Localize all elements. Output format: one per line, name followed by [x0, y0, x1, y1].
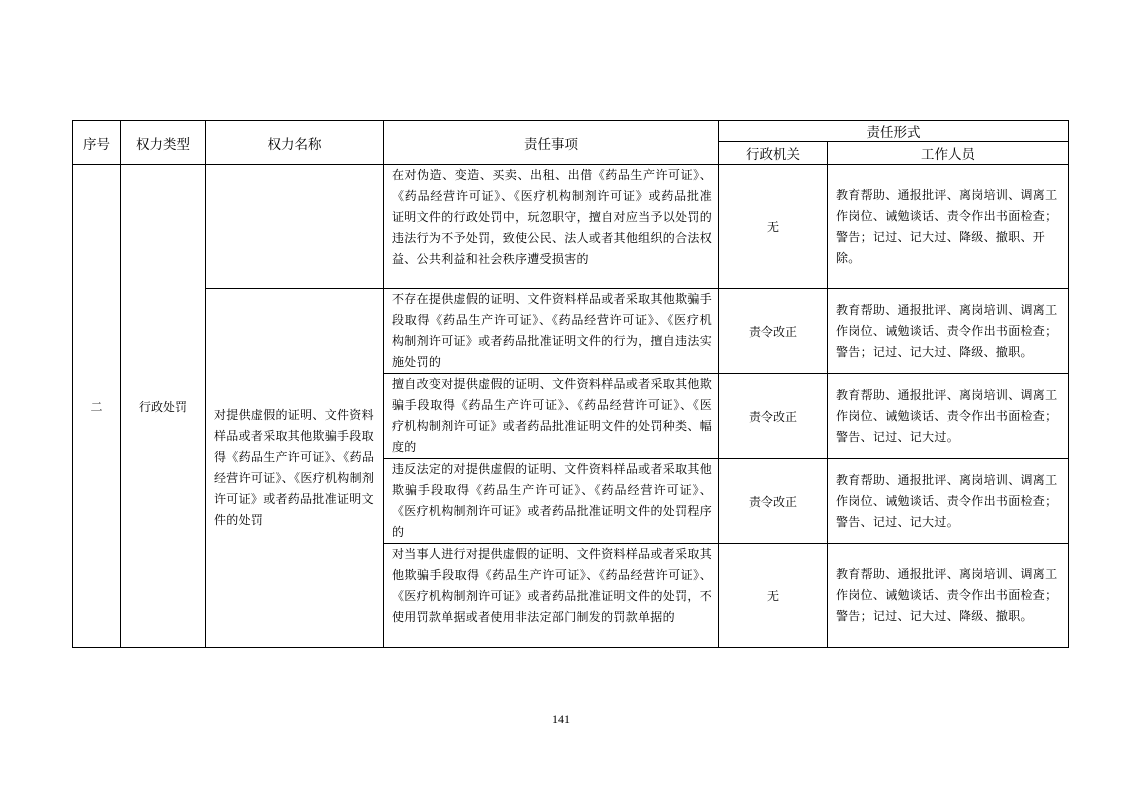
- duty-text: 不存在提供虚假的证明、文件资料样品或者采取其他欺骗手段取得《药品生产许可证》、《药品经营许可证》、《医疗机构制剂许可证》或者药品批准证明文件的行为，擅自违法实施处罚的: [384, 289, 719, 374]
- agency-value: 责令改正: [719, 374, 828, 459]
- group-power-name: 对提供虚假的证明、文件资料样品或者采取其他欺骗手段取得《药品生产许可证》、《药品经营许可证》、《医疗机构制剂许可证》或者药品批准证明文件的处罚: [206, 289, 384, 648]
- header-staff: 工作人员: [828, 142, 1069, 165]
- responsibility-table: [72, 120, 1069, 648]
- table-row: [73, 165, 1069, 289]
- duty-text: 在对伪造、变造、买卖、出租、出借《药品生产许可证》、《药品经营许可证》、《医疗机构制剂许可证》或药品批准证明文件的行政处罚中，玩忽职守，擅自对应当予以处罚的违法行为不予处罚，致使公民、法人或者其他组织的合法权益、公共利益和社会秩序遭受损害的: [384, 165, 719, 289]
- duty-text: 擅自改变对提供虚假的证明、文件资料样品或者采取其他欺骗手段取得《药品生产许可证》、《药品经营许可证》、《医疗机构制剂许可证》或者药品批准证明文件的处罚种类、幅度的: [384, 374, 719, 459]
- header-power-name: 权力名称: [206, 121, 384, 165]
- header-form: 责任形式: [719, 121, 1069, 142]
- staff-value: 教育帮助、通报批评、离岗培训、调离工作岗位、诫勉谈话、责令作出书面检查；警告；记过、记大过、降级、撤职。: [828, 289, 1069, 374]
- header-agency: 行政机关: [719, 142, 828, 165]
- power-name-empty: [206, 165, 384, 289]
- group-power-type: 行政处罚: [121, 165, 206, 648]
- agency-value: 无: [719, 544, 828, 648]
- staff-value: 教育帮助、通报批评、离岗培训、调离工作岗位、诫勉谈话、责令作出书面检查；警告；记过、记大过、降级、撤职、开除。: [828, 165, 1069, 289]
- duty-text: 对当事人进行对提供虚假的证明、文件资料样品或者采取其他欺骗手段取得《药品生产许可证》、《药品经营许可证》、《医疗机构制剂许可证》或者药品批准证明文件的处罚，不使用罚款单据或者使用非法定部门制发的罚款单据的: [384, 544, 719, 648]
- agency-value: 无: [719, 165, 828, 289]
- staff-value: 教育帮助、通报批评、离岗培训、调离工作岗位、诫勉谈话、责令作出书面检查；警告；记过、记大过、降级、撤职。: [828, 544, 1069, 648]
- agency-value: 责令改正: [719, 289, 828, 374]
- duty-text: 违反法定的对提供虚假的证明、文件资料样品或者采取其他欺骗手段取得《药品生产许可证》、《药品经营许可证》、《医疗机构制剂许可证》或者药品批准证明文件的处罚程序的: [384, 459, 719, 544]
- table-row: [73, 289, 1069, 374]
- staff-value: 教育帮助、通报批评、离岗培训、调离工作岗位、诫勉谈话、责令作出书面检查；警告、记过、记大过。: [828, 459, 1069, 544]
- page-number: 141: [552, 712, 570, 726]
- staff-value: 教育帮助、通报批评、离岗培训、调离工作岗位、诫勉谈话、责令作出书面检查；警告、记过、记大过。: [828, 374, 1069, 459]
- agency-value: 责令改正: [719, 459, 828, 544]
- header-duty: 责任事项: [384, 121, 719, 165]
- group-seq: 二: [73, 165, 121, 648]
- header-seq: 序号: [73, 121, 121, 165]
- header-power-type: 权力类型: [121, 121, 206, 165]
